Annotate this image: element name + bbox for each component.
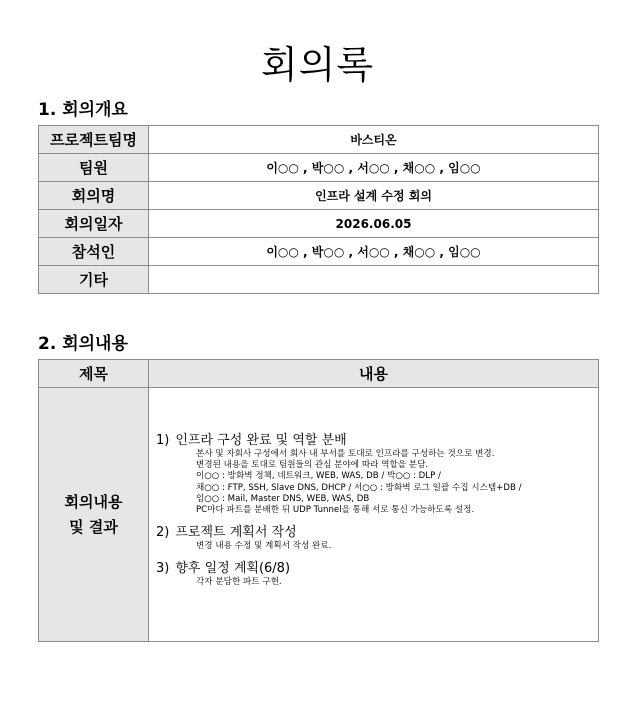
table-header-row bbox=[39, 360, 599, 388]
item-number: 2) bbox=[156, 525, 170, 541]
row-label: 참석인 bbox=[39, 238, 149, 266]
item-line: 각자 분담한 파트 구현. bbox=[196, 577, 282, 588]
row-label: 회의일자 bbox=[39, 210, 149, 238]
item-line: 임○○ : Mail, Master DNS, WEB, WAS, DB bbox=[196, 493, 370, 504]
row-label: 회의명 bbox=[39, 182, 149, 210]
column-header-title: 제목 bbox=[39, 360, 149, 388]
item-title bbox=[156, 432, 598, 449]
table-row bbox=[39, 388, 599, 642]
table-row bbox=[39, 154, 599, 182]
item-line: PC마다 파트를 분배한 뒤 UDP Tunnel을 통해 서로 통신 가능하도록 설정. bbox=[196, 505, 475, 516]
table-row bbox=[39, 182, 599, 210]
row-value: 이○○ , 박○○ , 서○○ , 채○○ , 임○○ bbox=[149, 154, 599, 182]
row-value: 이○○ , 박○○ , 서○○ , 채○○ , 임○○ bbox=[149, 238, 599, 266]
row-label: 팀원 bbox=[39, 154, 149, 182]
item-line: 이○○ : 방화벽 정책, 네트워크, WEB, WAS, DB / 박○○ : DLP / bbox=[196, 471, 441, 482]
item-title-text: 향후 일정 계획(6/8) bbox=[175, 561, 291, 577]
row-value: 바스티온 bbox=[149, 126, 599, 154]
row-value: 인프라 설계 수정 회의 bbox=[149, 182, 599, 210]
item-title bbox=[156, 524, 598, 541]
row-label: 기타 bbox=[39, 266, 149, 294]
table-row bbox=[39, 210, 599, 238]
row-label-line1: 회의내용 bbox=[64, 492, 123, 511]
table-row bbox=[39, 266, 599, 294]
table-row bbox=[39, 238, 599, 266]
content-body bbox=[149, 388, 599, 642]
section-heading-overview: 1. 회의개요 bbox=[38, 100, 128, 120]
item-line: 본사 및 자회사 구성에서 회사 내 부서를 토대로 인프라를 구성하는 것으로 변경. bbox=[196, 449, 495, 459]
row-label bbox=[39, 388, 149, 642]
item-title bbox=[156, 560, 598, 577]
item-number: 3) bbox=[156, 561, 170, 577]
overview-table bbox=[38, 125, 599, 294]
row-value bbox=[149, 266, 599, 294]
item-line: 채○○ : FTP, SSH, Slave DNS, DHCP / 서○○ : 방화벽 로그 일괄 수집 시스템+DB / bbox=[196, 482, 522, 493]
section-heading-content: 2. 회의내용 bbox=[38, 334, 128, 354]
content-table bbox=[38, 359, 599, 642]
item-title-text: 프로젝트 계획서 작성 bbox=[175, 525, 297, 541]
row-label: 프로젝트팀명 bbox=[39, 126, 149, 154]
item-line: 변경 내용 수정 및 계획서 작성 완료. bbox=[196, 541, 332, 552]
item-number: 1) bbox=[156, 433, 170, 448]
row-label-line2: 및 결과 bbox=[69, 517, 118, 536]
item-title-text: 인프라 구성 완료 및 역할 분배 bbox=[175, 433, 347, 448]
item-line: 변경된 내용을 토대로 팀원들의 관심 분야에 따라 역할을 분담. bbox=[196, 460, 429, 471]
column-header-content: 내용 bbox=[149, 360, 599, 388]
table-row bbox=[39, 126, 599, 154]
document-title: 회의록 bbox=[260, 43, 375, 87]
row-value: 2026.06.05 bbox=[149, 210, 599, 238]
